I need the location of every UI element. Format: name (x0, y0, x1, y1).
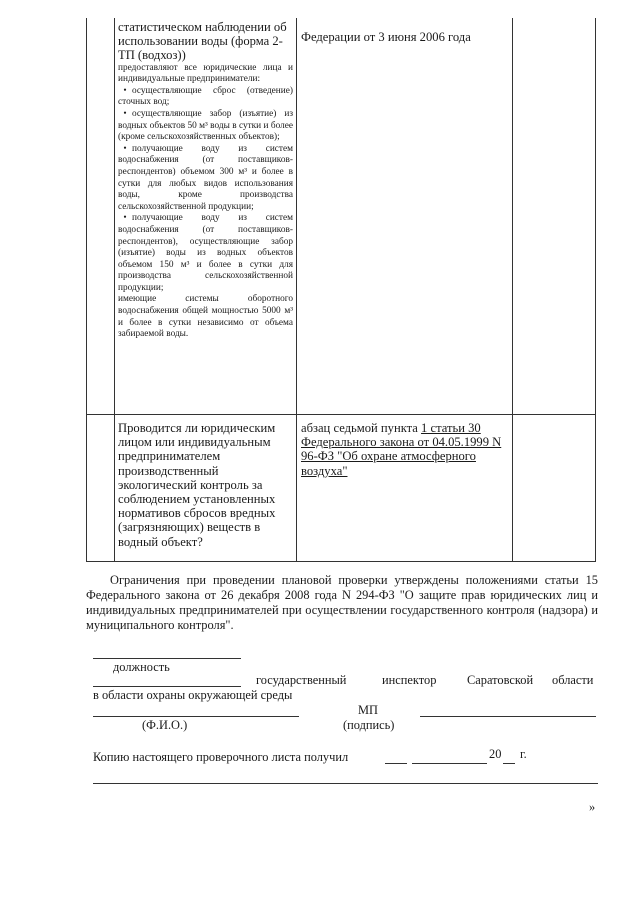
row2-ref-link[interactable]: 1 статьи 30 Федерального закона от 04.05.1999 N 96-ФЗ "Об охране атмосферного воздуха" (301, 421, 502, 478)
fio-label: (Ф.И.О.) (142, 718, 188, 732)
row1-bullet: • осуществляющие сброс (отведение) сточных вод; (118, 85, 293, 108)
restrictions-paragraph: Ограничения при проведении плановой проверки утверждены положениями статьи 15 Федерального закона от 26 декабря 2008 года N 294-ФЗ "О защите прав юридических лиц и индивидуальных предпринимателей при осуществлении государственного контроля (надзора) и муниципального контроля". (86, 573, 598, 632)
inspector-word-3: Саратовской (467, 673, 534, 687)
year-prefix: 20 (489, 747, 502, 761)
row2-reference (301, 421, 506, 478)
row1-reference: Федерации от 3 июня 2006 года (301, 30, 471, 44)
row1-question-cell (118, 20, 293, 341)
row1-intro: предоставляют все юридические лица и индивидуальные предприниматели: (118, 62, 293, 85)
checklist-table (86, 18, 596, 562)
row1-bullet: • получающие воду из систем водоснабжения (от поставщиков-респондентов), осуществляющие забор (изъятие) воды из водных объектов объемом 150 м³ и более в сутки для производства сельскохозяйственной продукции; (118, 213, 293, 293)
inspector-word-4: области (552, 673, 594, 687)
bullet-icon: • (123, 143, 127, 154)
copy-received-label: Копию настоящего проверочного листа получил (93, 750, 349, 764)
inspector-word-2: инспектор (382, 673, 437, 687)
row1-bullet: • получающие воду из систем водоснабжения (от поставщиков-респондентов) объемом 300 м³ и более в сутки для любых видов использования воды, кроме производства сельскохозяйственной продукции; (118, 143, 293, 212)
year-suffix: г. (520, 747, 527, 761)
closing-quote-mark: » (589, 800, 596, 814)
row2-ref-plain: абзац седьмой пункта (301, 421, 422, 435)
bullet-icon: • (123, 108, 127, 119)
bullet-icon: • (123, 85, 127, 96)
bullet-icon: • (123, 213, 127, 224)
inspector-word-1: государственный (256, 673, 347, 687)
signature-label: (подпись) (343, 718, 395, 732)
row2-question: Проводится ли юридическим лицом или индивидуальным предпринимателем производственный экологический контроль за соблюдением установленных нормативов сбросов вредных (загрязняющих) веществ в водный объект? (118, 421, 276, 549)
position-label: должность (113, 660, 170, 674)
inspector-line-2: в области охраны окружающей среды (93, 688, 293, 702)
row1-requirements (118, 63, 293, 341)
row1-bullet: • осуществляющие забор (изъятие) из водных объектов 50 м³ воды в сутки и более (кроме сельскохозяйственных объектов); (118, 108, 293, 143)
row1-question-head: статистическом наблюдении об использовании воды (форма 2-ТП (водхоз)) (118, 20, 287, 63)
mp-label: МП (358, 703, 378, 717)
row1-tail: имеющие системы оборотного водоснабжения общей мощностью 5000 м³ и более в сутки независимо от объема забираемой воды. (118, 294, 293, 340)
